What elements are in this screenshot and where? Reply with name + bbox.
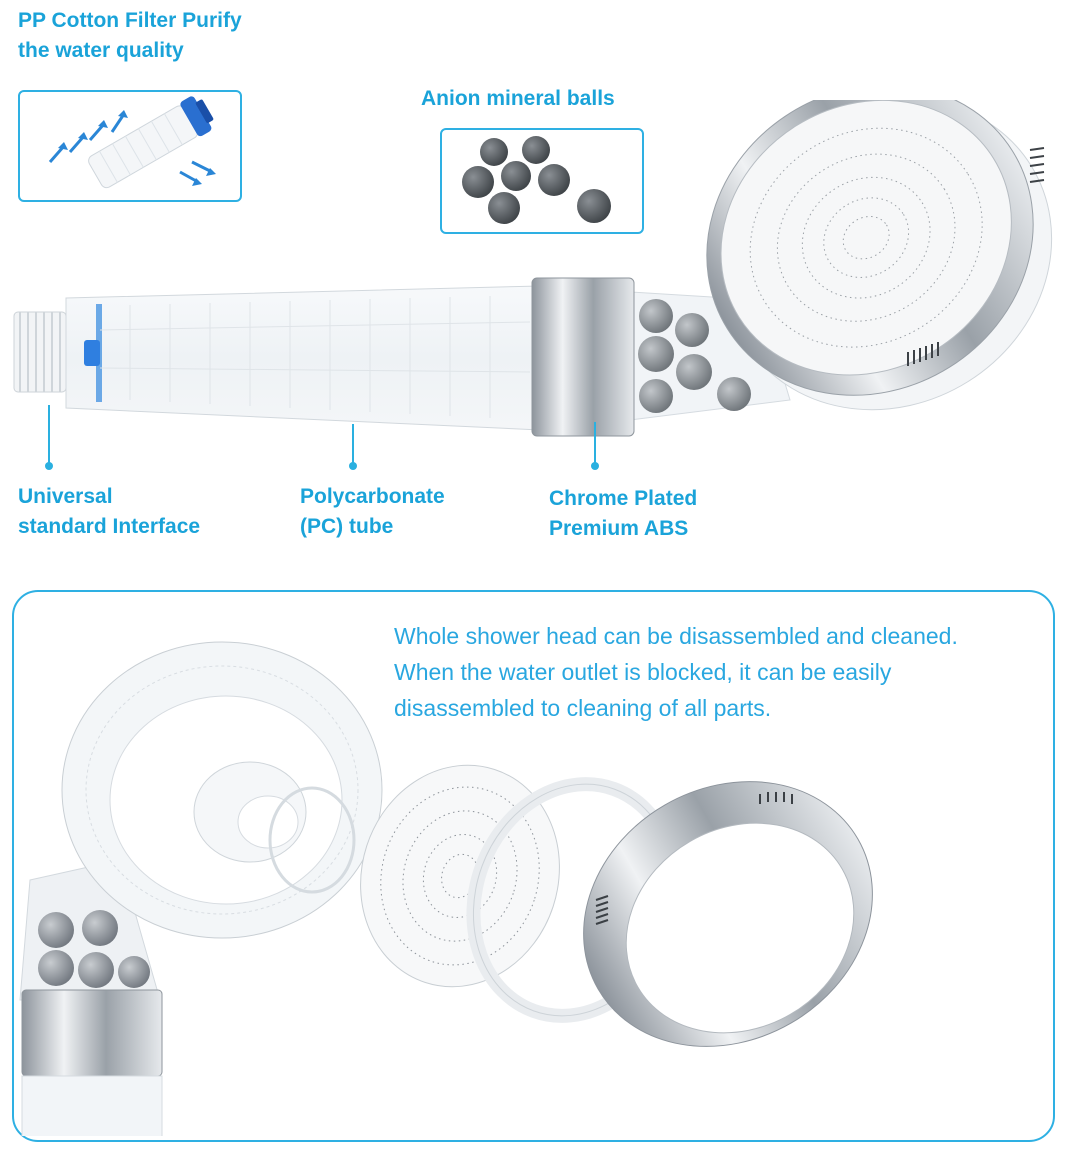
chrome-pointer-dot bbox=[591, 462, 599, 470]
chrome-label-line2: Premium ABS bbox=[549, 517, 689, 540]
tube-pointer-dot bbox=[349, 462, 357, 470]
tube-label bbox=[300, 482, 445, 542]
disassembled-parts-illustration bbox=[14, 596, 894, 1136]
pp-filter-label-line1: PP Cotton Filter Purify bbox=[18, 9, 242, 32]
description-line2: When the water outlet is blocked, it can be easily bbox=[394, 659, 892, 685]
pp-filter-label bbox=[18, 6, 242, 66]
interface-pointer-line bbox=[48, 405, 50, 465]
tube-label-line2: (PC) tube bbox=[300, 515, 394, 538]
chrome-label-line1: Chrome Plated bbox=[549, 487, 698, 510]
tube-pointer-line bbox=[352, 424, 354, 466]
chrome-label bbox=[549, 484, 697, 544]
interface-label bbox=[18, 482, 200, 542]
description-line1: Whole shower head can be disassembled and cleaned. bbox=[394, 623, 958, 649]
interface-pointer-dot bbox=[45, 462, 53, 470]
tube-label-line1: Polycarbonate bbox=[300, 485, 445, 508]
pp-filter-label-line2: the water quality bbox=[18, 39, 184, 62]
interface-label-line1: Universal bbox=[18, 485, 113, 508]
mineral-balls-label: Anion mineral balls bbox=[421, 87, 615, 110]
interface-label-line2: standard Interface bbox=[18, 515, 201, 538]
chrome-pointer-line bbox=[594, 422, 596, 466]
description-line3: disassembled to cleaning of all parts. bbox=[394, 695, 772, 721]
